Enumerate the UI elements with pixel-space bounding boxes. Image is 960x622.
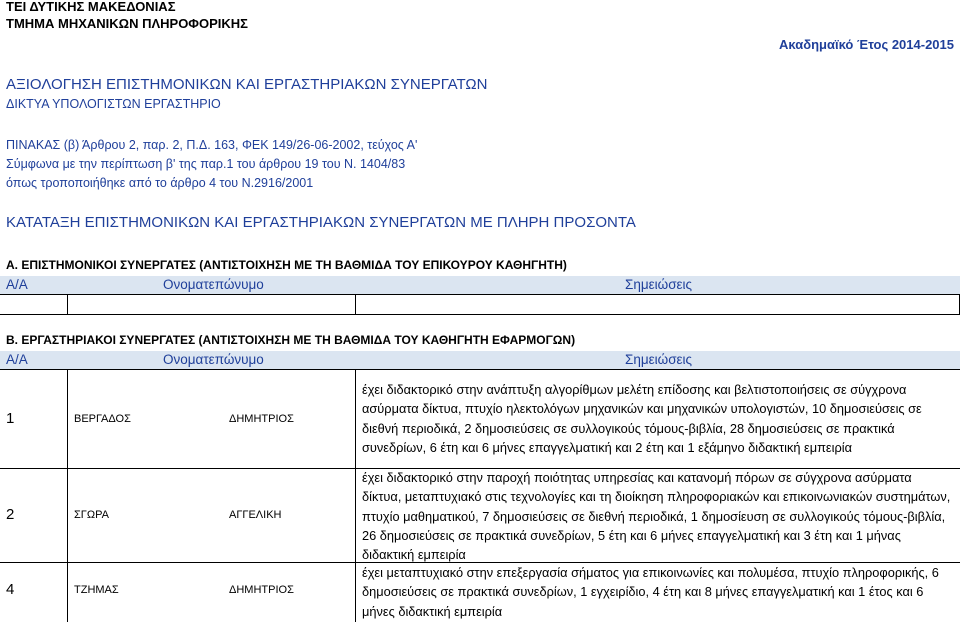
column-header-notes: Σημειώσεις bbox=[625, 277, 693, 292]
page-title: ΑΞΙΟΛΟΓΗΣΗ ΕΠΙΣΤΗΜΟΝΙΚΩΝ ΚΑΙ ΕΡΓΑΣΤΗΡΙΑΚΩΝ ΣΥΝΕΡΓΑΤΩΝ bbox=[6, 76, 488, 93]
section-b-title: Β. ΕΡΓΑΣΤΗΡΙΑΚΟΙ ΣΥΝΕΡΓΑΤΕΣ (ΑΝΤΙΣΤΟΙΧΗΣΗ ΜΕ ΤΗ ΒΑΘΜΙΔΑ ΤΟΥ ΚΑΘΗΓΗΤΗ ΕΦΑΡΜΟΓΩΝ) bbox=[6, 333, 576, 347]
ranking-title: ΚΑΤΑΤΑΞΗ ΕΠΙΣΤΗΜΟΝΙΚΩΝ ΚΑΙ ΕΡΓΑΣΤΗΡΙΑΚΩΝ ΣΥΝΕΡΓΑΤΩΝ ΜΕ ΠΛΗΡΗ ΠΡΟΣΟΝΤΑ bbox=[6, 214, 636, 231]
column-header-name: Ονοματεπώνυμο bbox=[163, 352, 264, 367]
row-surname: ΒΕΡΓΑΔΟΣ bbox=[74, 413, 131, 425]
row-firstname: ΑΓΓΕΛΙΚΗ bbox=[229, 509, 282, 521]
legal-reference-line: όπως τροποποιήθηκε από το άρθρο 4 του Ν.2916/2001 bbox=[6, 176, 314, 190]
section-a-header-row bbox=[0, 276, 960, 294]
legal-reference-line: Σύμφωνα με την περίπτωση β' της παρ.1 του άρθρου 19 του Ν. 1404/83 bbox=[6, 157, 406, 171]
row-notes: έχει διδακτορικό στην παροχή ποιότητας υπηρεσίας και κατανομή πόρων σε σύγχρονα ασύρματα δίκτυα, μεταπτυχιακό στις τεχνολογίες και τη διοίκηση πληροφοριακών και επικοινωνιακών συστημάτων, πτυχίο μαθηματικού, 7 δημοσιεύσεις σε διεθνή περιοδικά, 1 δημοσίευση σε συλλογικούς τόμους-βιβλία, 26 δημοσιεύσεις σε πρακτικά συνεδρίων, 5 έτη και 6 μήνες επαγγελματική και 3 έτη και 1 μήνας διδακτική εμπειρία bbox=[362, 470, 951, 563]
column-header-notes: Σημειώσεις bbox=[625, 352, 693, 367]
row-index: 1 bbox=[6, 410, 15, 427]
legal-reference-line: ΠΙΝΑΚΑΣ (β) Άρθρου 2, παρ. 2, Π.Δ. 163, ΦΕΚ 149/26-06-2002, τεύχος Α' bbox=[6, 138, 418, 152]
page-subtitle: ΔΙΚΤΥΑ ΥΠΟΛΟΓΙΣΤΩΝ ΕΡΓΑΣΤΗΡΙΟ bbox=[6, 97, 221, 111]
row-firstname: ΔΗΜΗΤΡΙΟΣ bbox=[229, 413, 294, 425]
section-a-title: Α. ΕΠΙΣΤΗΜΟΝΙΚΟΙ ΣΥΝΕΡΓΑΤΕΣ (ΑΝΤΙΣΤΟΙΧΗΣΗ ΜΕ ΤΗ ΒΑΘΜΙΔΑ ΤΟΥ ΕΠΙΚΟΥΡΟΥ ΚΑΘΗΓΗΤΗ) bbox=[6, 258, 567, 272]
department-name: ΤΜΗΜΑ ΜΗΧΑΝΙΚΩΝ ΠΛΗΡΟΦΟΡΙΚΗΣ bbox=[6, 16, 248, 31]
row-surname: ΣΓΩΡΑ bbox=[74, 509, 109, 521]
section-b-header-row bbox=[0, 351, 960, 369]
row-firstname: ΔΗΜΗΤΡΙΟΣ bbox=[229, 584, 294, 596]
column-header-index: Α/Α bbox=[6, 352, 28, 367]
institution-name: ΤΕΙ ΔΥΤΙΚΗΣ ΜΑΚΕΔΟΝΙΑΣ bbox=[6, 0, 176, 14]
row-index: 4 bbox=[6, 581, 15, 598]
column-header-name: Ονοματεπώνυμο bbox=[163, 277, 264, 292]
column-header-index: Α/Α bbox=[6, 277, 28, 292]
row-notes: έχει διδακτορικό στην ανάπτυξη αλγορίθμων μελέτη επίδοσης και βελτιστοποιήσεις σε σύγχρονα ασύρματα δίκτυα, πτυχίο ηλεκτολόγων μηχανικών και μηχανικών υπολογιστών, 10 δημοσιεύσεις σε διεθνή περιοδικά, 2 δημοσιεύσεις σε συλλογικούς τόμους-βιβλία, 28 δημοσιεύσεις σε πρακτικά συνεδρίων, 6 έτη και 6 μήνες επαγγελματική και 2 έτη και 1 εξάμηνο διδακτική εμπειρία bbox=[362, 382, 922, 455]
row-index: 2 bbox=[6, 506, 15, 523]
academic-year: Ακαδημαϊκό Έτος 2014-2015 bbox=[779, 37, 954, 52]
row-surname: ΤΖΗΜΑΣ bbox=[74, 584, 119, 596]
row-notes: έχει μεταπτυχιακό στην επεξεργασία σήματος για επικοινωνίες και πολυμέσα, πτυχίο πληροφορικής, 6 δημοσιεύσεις σε πρακτικά συνεδρίων, 1 εγχειρίδιο, 4 έτη και 8 μήνες επαγγελματική και 1 έτος και 6 μήνες διδακτική εμπειρία bbox=[362, 565, 939, 619]
